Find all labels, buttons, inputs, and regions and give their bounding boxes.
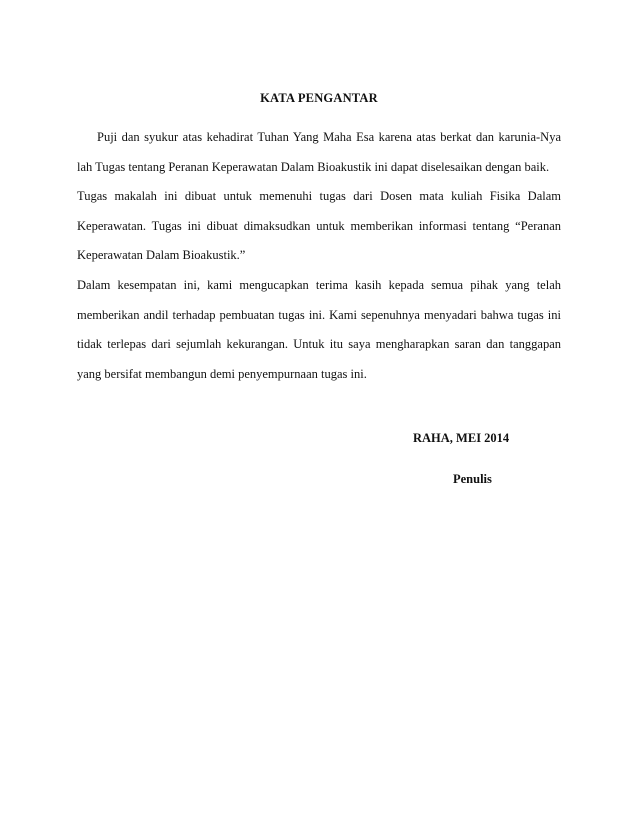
paragraph-purpose: Tugas makalah ini dibuat untuk memenuhi tugas dari Dosen mata kuliah Fisika Dalam Keperawatan. Tugas ini dibuat dimaksudkan untuk memberikan informasi tentang “Peranan Keperawatan Dalam Bioakustik.” (77, 189, 561, 263)
document-title: KATA PENGANTAR (260, 91, 378, 105)
paragraph-thanks: Dalam kesempatan ini, kami mengucapkan terima kasih kepada semua pihak yang telah memberikan andil terhadap pembuatan tugas ini. Kami sepenuhnya menyadari bahwa tugas ini tidak terlepas dari sejumlah kekurangan. Untuk itu saya mengharapkan saran dan tanggapan yang bersifat membangun demi penyempurnaan tugas ini. (77, 277, 561, 381)
signature-place-date: RAHA, MEI 2014 (413, 431, 510, 445)
document-body (77, 123, 561, 389)
signature-author: Penulis (453, 472, 492, 486)
paragraph-opening: Puji dan syukur atas kehadirat Tuhan Yang Maha Esa karena atas berkat dan karunia-Nya lah Tugas tentang Peranan Keperawatan Dalam Bioakustik ini dapat diselesaikan dengan baik. (77, 130, 561, 174)
